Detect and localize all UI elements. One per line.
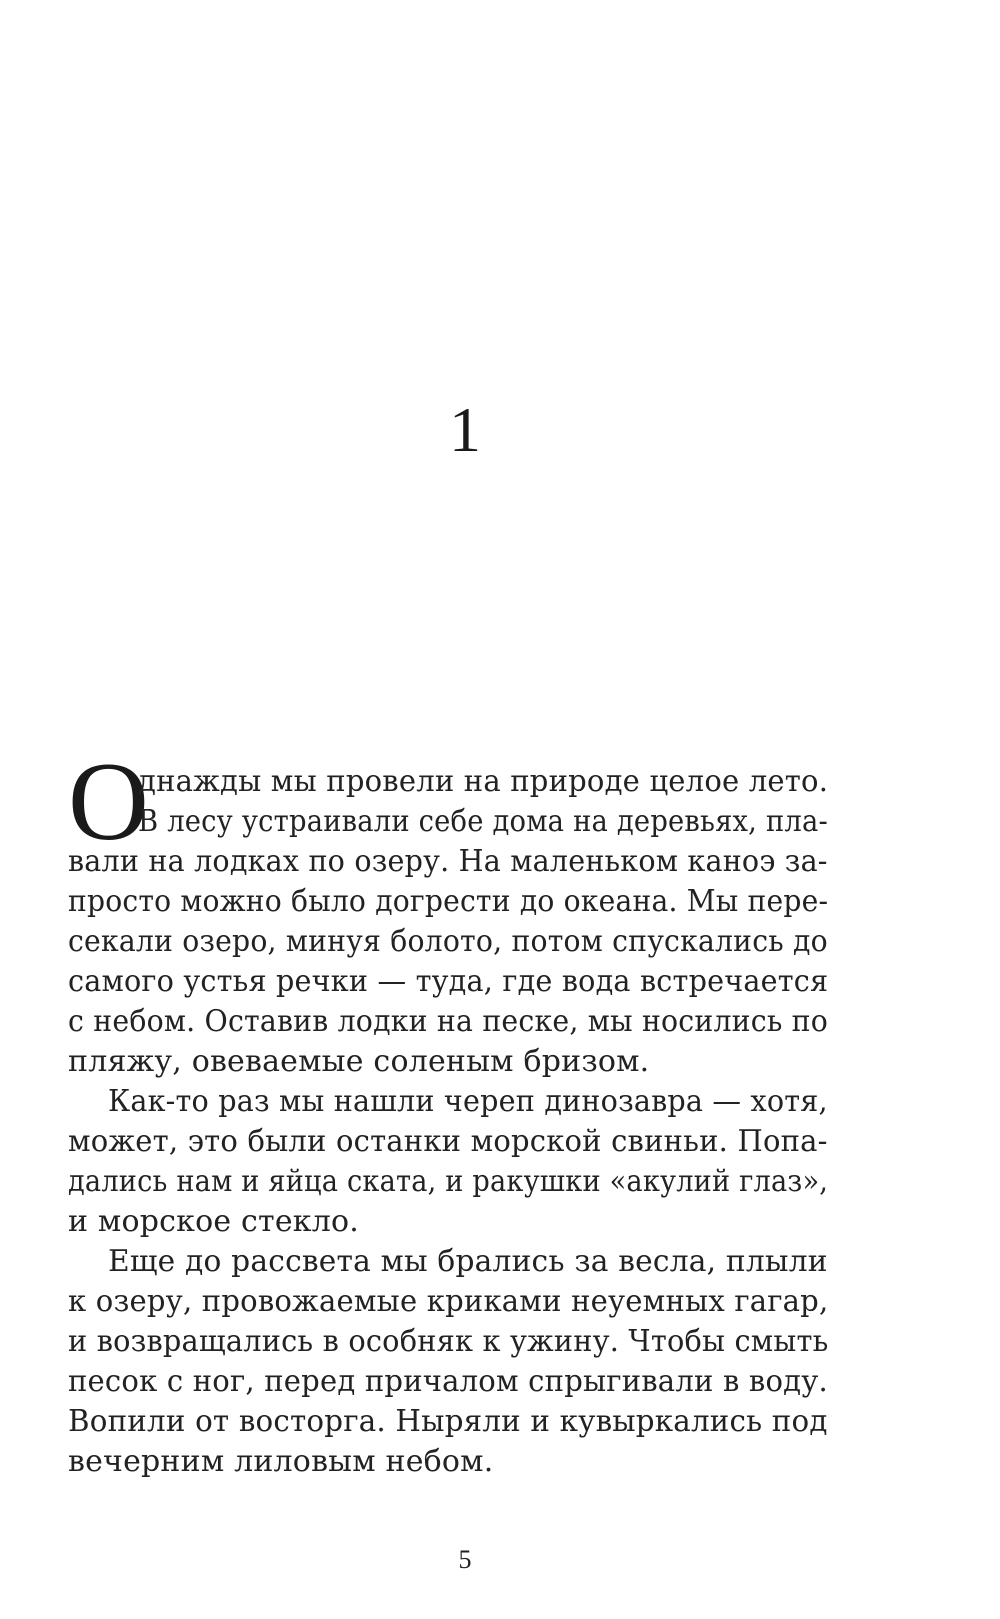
chapter-number: 1 bbox=[449, 394, 481, 465]
text-line: секали озеро, минуя болото, потом спускались до bbox=[68, 924, 828, 959]
text-line: днажды мы провели на природе целое лето. bbox=[138, 764, 829, 799]
text-line: может, это были останки морской свиньи. Попа- bbox=[68, 1124, 828, 1159]
text-line: дались нам и яйца ската, и ракушки «акулий глаз», bbox=[68, 1164, 829, 1199]
text-line: В лесу устраивали себе дома на деревьях, пла- bbox=[138, 804, 828, 839]
text-line: вечерним лиловым небом. bbox=[68, 1444, 494, 1479]
page-number: 5 bbox=[458, 1545, 472, 1574]
text-line: и возвращались в особняк к ужину. Чтобы смыть bbox=[68, 1324, 829, 1359]
text-line: вали на лодках по озеру. На маленьком каноэ за- bbox=[68, 844, 828, 879]
text-line: к озеру, провожаемые криками неуемных гагар, bbox=[68, 1284, 829, 1319]
text-line: песок с ног, перед причалом спрыгивали в воду. bbox=[68, 1364, 828, 1399]
text-line: самого устья речки — туда, где вода встречается bbox=[68, 964, 829, 999]
text-line: и морское стекло. bbox=[68, 1204, 359, 1239]
text-line: пляжу, овеваемые соленым бризом. bbox=[68, 1044, 650, 1079]
text-line: Как-то раз мы нашли череп динозавра — хотя, bbox=[108, 1084, 828, 1119]
text-line: Вопили от восторга. Ныряли и кувыркались под bbox=[68, 1404, 828, 1439]
text-line: Еще до рассвета мы брались за весла, плыли bbox=[108, 1244, 828, 1279]
drop-cap: О bbox=[68, 740, 149, 864]
text-line: просто можно было догрести до океана. Мы пере- bbox=[68, 884, 829, 919]
text-line: с небом. Оставив лодки на песке, мы носились по bbox=[68, 1004, 829, 1039]
